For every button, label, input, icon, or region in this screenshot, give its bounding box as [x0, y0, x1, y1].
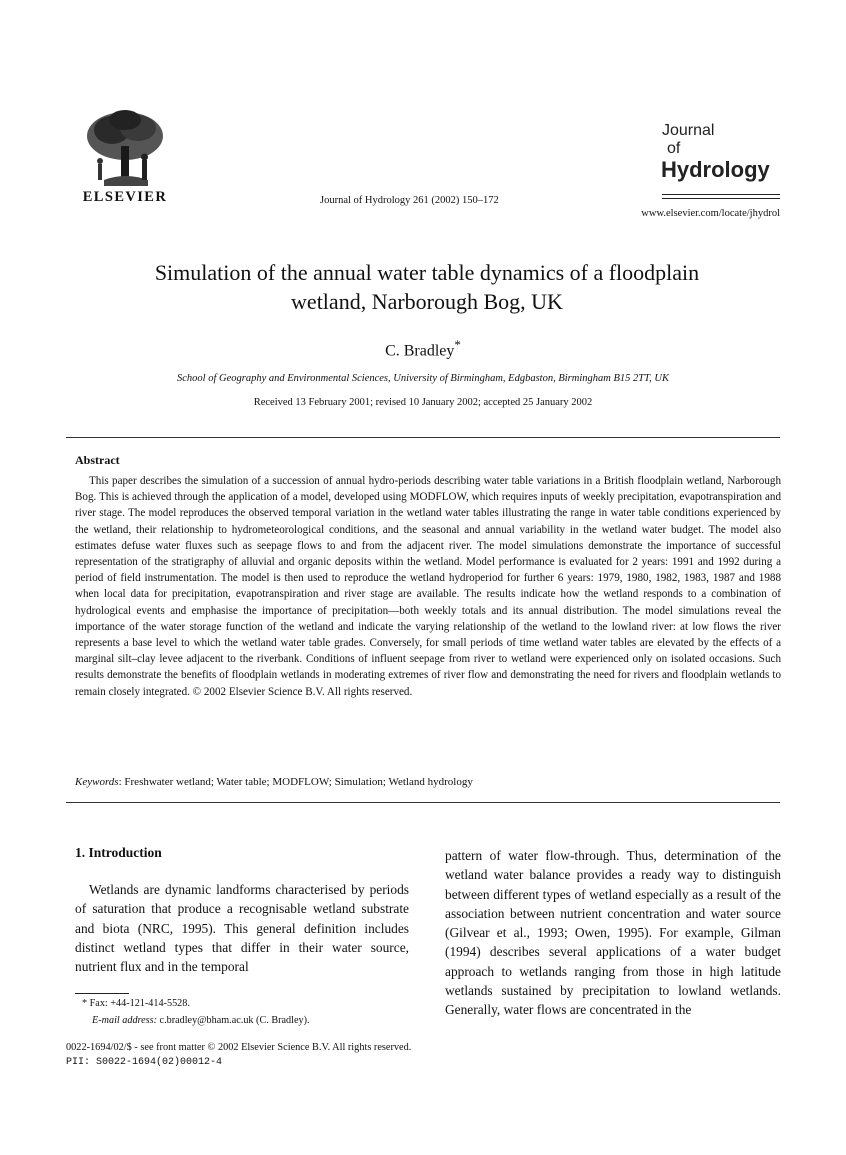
issn-line: 0022-1694/02/$ - see front matter © 2002 Elsevier Science B.V. All rights reserved. — [66, 1042, 412, 1053]
journal-brand-line3: Hydrology — [661, 157, 770, 182]
footnote-divider — [75, 993, 129, 994]
elsevier-tree-icon — [82, 108, 168, 188]
email-address[interactable]: c.bradley@bham.ac.uk (C. Bradley). — [157, 1015, 310, 1026]
brand-divider — [662, 198, 780, 199]
journal-brand-line2: of — [667, 140, 681, 157]
divider — [66, 437, 780, 438]
title-line: wetland, Narborough Bog, UK — [291, 289, 563, 314]
abstract-text: This paper describes the simulation of a succession of annual hydro-periods describing water table variations in a British floodplain wetland, Narborough Bog. This is achieved through the application of a model, developed using MODFLOW, which requires inputs of weekly precipitation, evapotranspiration and river stage. The model reproduces the observed temporal variation in the wetland water tables illustrating the range in water table conditions experienced by the wetland, their relationship to hydrometeorological conditions, and the seasonal and annual variability in the wetland water budget. The model also estimates defuse water fluxes such as seepage flows to and from the adjacent river. The model simulations demonstrate the importance of successful representation of the stratigraphy of alluvial and organic deposits within the wetland. Model performance is evaluated for 2 years: 1991 and 1992 during a period of field instrumentation. The model is then used to reproduce the wetland hydroperiod for further 6 years: 1979, 1980, 1982, 1983, 1987 and 1988 when local data for precipitation, evapotranspiration and river stage are available. The results indicate how the wetland responds to a combination of hydrological events and emphasise the importance of precipitation—both weekly totals and its annual distribution. The model simulations reveal the importance of the water storage function of the wetland and indicate the varying relationship of the wetland to the lowland river: at low flows the river represents a base level to which the wetland water table grades. Conversely, for small periods of time wetland water tables are elevated by the effects of a marginal silt–clay levee adjacent to the riverbank. Conditions of influent seepage from river to wetland were experienced only on isolated occasions. Such results demonstrate the benefits of floodplain wetlands in moderating extremes of river flow and demonstrating the need for rivers and floodplain wetlands to remain closely integrated. © 2002 Elsevier Science B.V. All rights reserved. — [75, 475, 781, 698]
divider — [66, 802, 780, 803]
affiliation: School of Geography and Environmental Sciences, University of Birmingham, Edgbaston, Birmingham B15 2TT, UK — [177, 373, 669, 384]
keywords-label: Keywords — [75, 776, 119, 788]
email-label: E-mail address: — [92, 1015, 157, 1026]
article-title — [60, 258, 794, 316]
journal-brand — [662, 121, 770, 183]
intro-left-column: Wetlands are dynamic landforms characterised by periods of saturation that produce a recognisable wetland substrate and biota (NRC, 1995). This general definition includes distinct wetland types that differ in their water source, nutrient flux and in the temporal — [75, 882, 409, 975]
title-line: Simulation of the annual water table dynamics of a floodplain — [154, 260, 700, 285]
section-heading: 1. Introduction — [75, 845, 162, 860]
keywords — [75, 776, 473, 788]
pii-line: PII: S0022-1694(02)00012-4 — [66, 1057, 223, 1068]
keywords-list: : Freshwater wetland; Water table; MODFLOW; Simulation; Wetland hydrology — [118, 776, 473, 788]
abstract-heading: Abstract — [75, 453, 120, 467]
brand-divider — [662, 194, 780, 195]
publisher-name: ELSEVIER — [82, 189, 168, 205]
journal-citation: Journal of Hydrology 261 (2002) 150–172 — [320, 195, 499, 206]
footnote-email — [92, 1015, 310, 1026]
footnote-fax: * Fax: +44-121-414-5528. — [82, 998, 190, 1009]
intro-right-column: pattern of water flow-through. Thus, determination of the wetland water balance provides a ready way to distinguish between different types of wetland especially as a result of the association between nutrient concentration and water source (Gilvear et al., 1993; Owen, 1995). For example, Gilman (1994) describes several applications of a water budget approach to wetlands ranging from those in high latitude wetlands sustained by precipitation to lowland wetlands. Generally, water flows are concentrated in the — [445, 848, 781, 1018]
received-dates: Received 13 February 2001; revised 10 January 2002; accepted 25 January 2002 — [253, 397, 593, 408]
journal-brand-line1: Journal — [662, 122, 715, 139]
author-line — [0, 337, 846, 360]
author-name: C. Bradley — [385, 342, 455, 360]
author-footnote-mark[interactable]: * — [454, 337, 461, 352]
journal-url[interactable]: www.elsevier.com/locate/jhydrol — [641, 208, 780, 219]
elsevier-logo — [70, 108, 180, 206]
